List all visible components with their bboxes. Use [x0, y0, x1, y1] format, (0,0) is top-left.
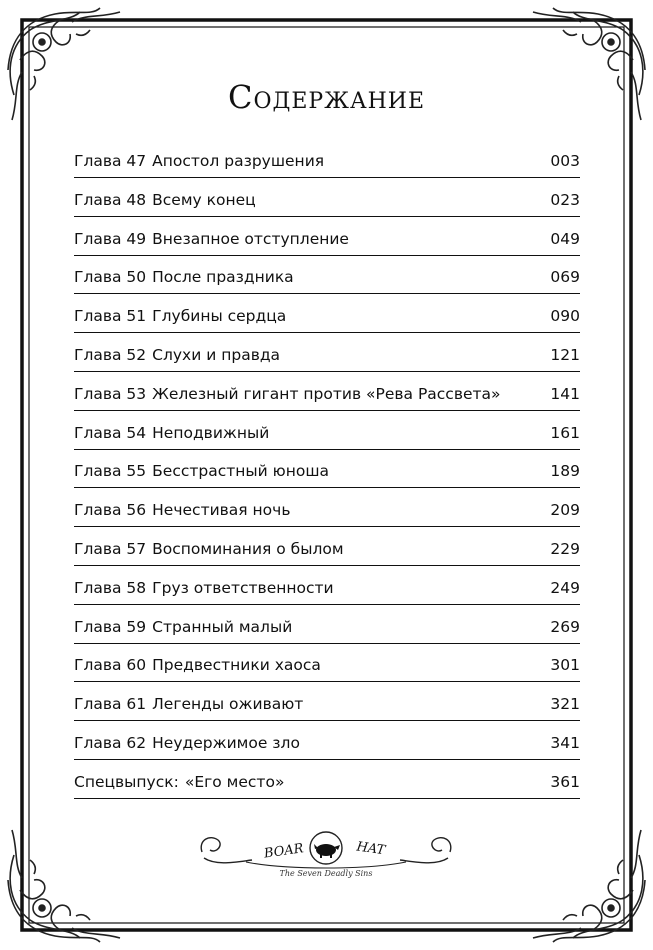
chapter-number: Глава 47	[74, 152, 147, 170]
chapter-title: Неподвижный	[152, 423, 270, 442]
page-number: 003	[550, 152, 580, 170]
chapter-title: Железный гигант против «Рева Рассвета»	[152, 384, 501, 403]
divider	[74, 487, 580, 488]
chapter-number: Глава 62	[74, 733, 147, 752]
divider	[74, 604, 580, 605]
divider	[74, 216, 580, 217]
chapter-title: Нечестивая ночь	[152, 501, 291, 520]
chapter-number: Глава 56	[74, 501, 147, 520]
toc-entry	[74, 614, 580, 653]
page-number: 189	[550, 462, 580, 481]
divider	[74, 255, 580, 256]
logo-subtitle: The Seven Deadly Sins	[279, 869, 373, 878]
toc-entry	[74, 381, 580, 420]
chapter-title: Предвестники хаоса	[152, 656, 321, 675]
chapter-title: Апостол разрушения	[152, 152, 325, 170]
page-number: 121	[550, 345, 580, 364]
divider	[74, 681, 580, 682]
page-number: 321	[550, 695, 580, 714]
toc-entry	[74, 652, 580, 691]
chapter-title: Неудержимое зло	[152, 733, 300, 752]
chapter-number: Глава 59	[74, 617, 147, 636]
logo-right-text: HAT	[355, 839, 387, 859]
page-number: 249	[550, 578, 580, 597]
toc-entry	[74, 420, 580, 459]
page-number: 161	[550, 423, 580, 442]
chapter-number: Глава 55	[74, 462, 147, 481]
divider	[74, 720, 580, 721]
chapter-title: Всему конец	[152, 190, 256, 209]
toc-entry	[74, 769, 580, 808]
page-number: 341	[550, 733, 580, 752]
chapter-number: Глава 60	[74, 656, 147, 675]
page-number: 229	[550, 539, 580, 558]
divider	[74, 410, 580, 411]
page-title: Содержание	[227, 78, 426, 116]
toc-entry	[74, 691, 580, 730]
toc-entry	[74, 575, 580, 614]
chapter-number: Глава 57	[74, 539, 147, 558]
chapter-title: Легенды оживают	[152, 695, 304, 714]
chapter-number: Глава 54	[74, 423, 147, 442]
chapter-number: Глава 53	[74, 384, 147, 403]
chapter-title: Воспоминания о былом	[152, 539, 344, 558]
page-number: 023	[550, 190, 580, 209]
chapter-title: Внезапное отступление	[152, 229, 349, 248]
chapter-number: Глава 49	[74, 229, 147, 248]
chapter-number: Глава 51	[74, 307, 147, 326]
chapter-title: «Его место»	[184, 772, 285, 791]
divider	[74, 293, 580, 294]
page-number: 209	[550, 501, 580, 520]
table-of-contents	[74, 148, 580, 808]
divider	[74, 177, 580, 178]
chapter-number: Глава 58	[74, 578, 147, 597]
divider	[74, 526, 580, 527]
chapter-title: Глубины сердца	[152, 307, 287, 326]
divider	[74, 643, 580, 644]
chapter-title: Слухи и правда	[152, 345, 281, 364]
divider	[74, 798, 580, 799]
toc-entry	[74, 342, 580, 381]
toc-entry	[74, 264, 580, 303]
toc-entry	[74, 458, 580, 497]
toc-entry	[74, 303, 580, 342]
divider	[74, 759, 580, 760]
page-number: 141	[550, 384, 580, 403]
toc-entry	[74, 226, 580, 265]
page-number: 301	[550, 656, 580, 675]
chapter-number: Глава 52	[74, 345, 147, 364]
page-number: 049	[550, 229, 580, 248]
chapter-number: Спецвыпуск:	[74, 772, 179, 791]
divider	[74, 565, 580, 566]
chapter-title: Странный малый	[152, 617, 293, 636]
publisher-logo	[196, 830, 456, 880]
chapter-number: Глава 48	[74, 190, 147, 209]
chapter-title: Груз ответственности	[152, 578, 334, 597]
chapter-number: Глава 61	[74, 695, 147, 714]
page-number: 069	[550, 268, 580, 287]
divider	[74, 332, 580, 333]
toc-entry	[74, 497, 580, 536]
toc-entry	[74, 536, 580, 575]
divider	[74, 371, 580, 372]
toc-entry	[74, 148, 580, 187]
page-number: 269	[550, 617, 580, 636]
toc-entry	[74, 187, 580, 226]
page-number: 090	[550, 307, 580, 326]
toc-entry	[74, 730, 580, 769]
page-number: 361	[550, 772, 580, 791]
divider	[74, 449, 580, 450]
logo-left-text: BOAR	[263, 841, 305, 862]
chapter-title: Бесстрастный юноша	[152, 462, 330, 481]
chapter-title: После праздника	[152, 268, 294, 287]
chapter-number: Глава 50	[74, 268, 147, 287]
